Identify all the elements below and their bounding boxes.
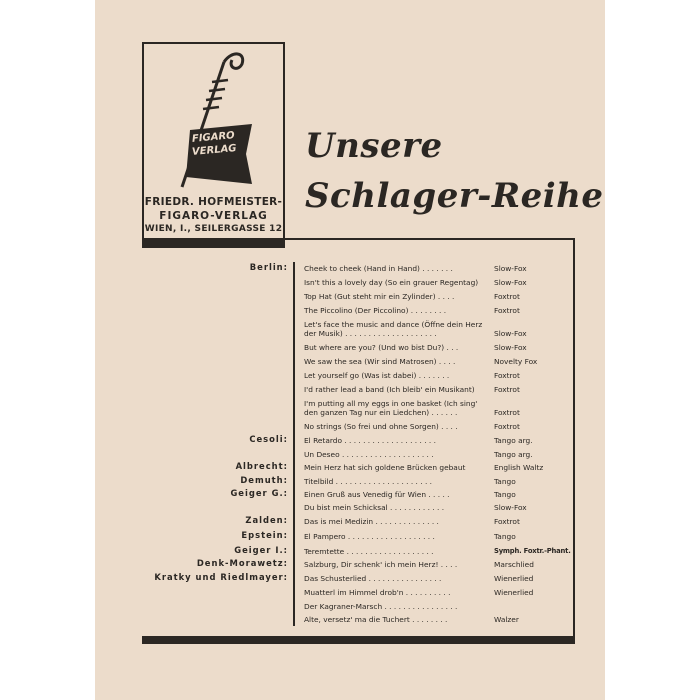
song-title: But where are you? (Und wo bist Du?) . . . <box>304 343 459 352</box>
song-genre: Foxtrot <box>494 408 520 417</box>
song-title: Let's face the music and dance (Öffne dein Herz <box>304 320 483 329</box>
composer-name: Demuth: <box>240 475 288 485</box>
song-genre: Symph. Foxtr.-Phant. <box>494 547 571 555</box>
song-title: Salzburg, Dir schenk' ich mein Herz! . . . . <box>304 560 458 569</box>
composer-name: Berlin: <box>249 262 288 272</box>
song-genre: Novelty Fox <box>494 357 538 366</box>
song-title: Muatterl im Himmel drob'n . . . . . . . . . . <box>304 588 451 597</box>
composer-name: Denk-Morawetz: <box>196 558 288 568</box>
song-genre: Slow-Fox <box>494 264 527 273</box>
logo-bottom-bar <box>142 238 285 248</box>
song-genre: Foxtrot <box>494 517 520 526</box>
song-genre: Walzer <box>494 615 519 624</box>
song-genre: Slow-Fox <box>494 329 527 338</box>
composer-name: Zalden: <box>245 515 288 525</box>
song-title: Cheek to cheek (Hand in Hand) . . . . . . . <box>304 264 453 273</box>
music-note-logo-icon <box>142 42 285 192</box>
composer-name: Geiger G.: <box>230 488 288 498</box>
song-genre: Wienerlied <box>494 574 534 583</box>
song-genre: Tango arg. <box>494 436 533 445</box>
song-genre: Foxtrot <box>494 422 520 431</box>
song-title: El Retardo . . . . . . . . . . . . . . . . . . . . <box>304 436 436 445</box>
frame-right-line <box>573 238 575 644</box>
song-title: Das Schusterlied . . . . . . . . . . . . . . . . <box>304 574 442 583</box>
song-title: Let yourself go (Was ist dabei) . . . . . . . <box>304 371 450 380</box>
song-genre: Tango <box>494 477 516 486</box>
song-genre: Wienerlied <box>494 588 534 597</box>
song-genre: Foxtrot <box>494 292 520 301</box>
publisher-name-2: FIGARO-VERLAG <box>159 210 268 222</box>
publisher-name-1: FRIEDR. HOFMEISTER- <box>144 196 283 208</box>
song-title-continued: den ganzen Tag nur ein Liedchen) . . . . . . <box>304 408 458 417</box>
publisher-address: WIEN, I., SEILERGASSE 12 <box>144 224 283 234</box>
composer-name: Kratky und Riedlmayer: <box>154 572 288 582</box>
song-title: Teremtette . . . . . . . . . . . . . . . . . . . <box>304 547 434 556</box>
frame-bottom-bar <box>142 636 575 644</box>
song-genre: Slow-Fox <box>494 503 527 512</box>
song-title: Alte, versetz' ma die Tuchert . . . . . . . . <box>304 615 448 624</box>
song-genre: Foxtrot <box>494 385 520 394</box>
logo-flag-text-1: FIGARO <box>191 130 236 145</box>
logo-flag-text-2: VERLAG <box>191 143 237 158</box>
song-title: Mein Herz hat sich goldene Brücken gebaut <box>304 463 466 472</box>
song-title: Top Hat (Gut steht mir ein Zylinder) . . . . <box>304 292 455 301</box>
column-divider <box>293 262 295 626</box>
song-title: The Piccolino (Der Piccolino) . . . . . . . . <box>304 306 447 315</box>
song-genre: Tango <box>494 490 516 499</box>
song-genre: Slow-Fox <box>494 278 527 287</box>
song-genre: Tango <box>494 532 516 541</box>
song-genre: Marschlied <box>494 560 534 569</box>
composer-name: Epstein: <box>241 530 288 540</box>
song-title: Du bist mein Schicksal . . . . . . . . . . . . <box>304 503 445 512</box>
song-genre: English Waltz <box>494 463 544 472</box>
song-title-continued: der Musik) . . . . . . . . . . . . . . . . . . . . <box>304 329 437 338</box>
song-genre: Foxtrot <box>494 371 520 380</box>
frame-top-line <box>285 238 575 240</box>
composer-name: Geiger I.: <box>234 545 288 555</box>
song-title: I'd rather lead a band (Ich bleib' ein Musikant) <box>304 385 475 394</box>
composer-name: Albrecht: <box>235 461 288 471</box>
song-title: Der Kagraner-Marsch . . . . . . . . . . . . . . . . <box>304 602 458 611</box>
song-title: Titelbild . . . . . . . . . . . . . . . . . . . . . <box>304 477 432 486</box>
song-title: I'm putting all my eggs in one basket (Ich sing' <box>304 399 478 408</box>
song-title: Einen Gruß aus Venedig für Wien . . . . . <box>304 490 450 499</box>
song-title: We saw the sea (Wir sind Matrosen) . . . . <box>304 357 456 366</box>
song-title: Isn't this a lovely day (So ein grauer Regentag) <box>304 278 479 287</box>
song-genre: Foxtrot <box>494 306 520 315</box>
composer-name: Cesoli: <box>249 434 288 444</box>
song-title: Das is mei Medizin . . . . . . . . . . . . . . <box>304 517 439 526</box>
song-genre: Slow-Fox <box>494 343 527 352</box>
title-line-1: Unsere <box>305 126 443 166</box>
title-line-2: Schlager-Reihe <box>305 176 604 216</box>
song-title: No strings (So frei und ohne Sorgen) . . . . <box>304 422 458 431</box>
song-title: Un Deseo . . . . . . . . . . . . . . . . . . . . <box>304 450 434 459</box>
song-genre: Tango arg. <box>494 450 533 459</box>
song-title: El Pampero . . . . . . . . . . . . . . . . . . . <box>304 532 435 541</box>
